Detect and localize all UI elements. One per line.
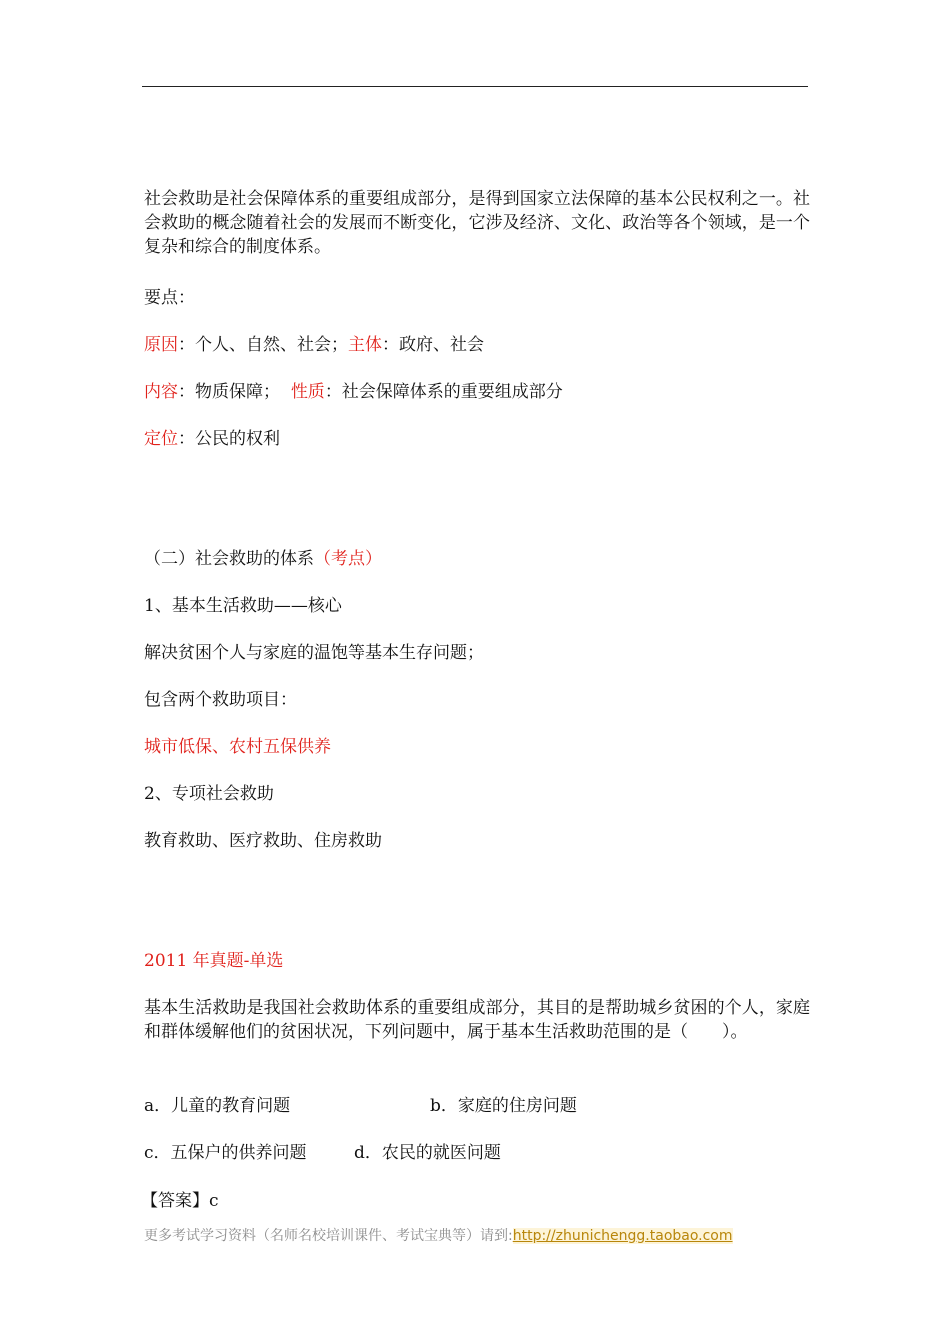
footer-link[interactable]: http://zhunichengg.taobao.com xyxy=(512,1228,733,1244)
label-reason: 原因 xyxy=(144,335,178,355)
label-position: 定位 xyxy=(144,429,178,449)
section2-heading xyxy=(144,547,382,571)
footer-text: 更多考试学习资料（名师名校培训课件、考试宝典等）请到: xyxy=(144,1228,513,1244)
point-row-2 xyxy=(144,380,563,404)
option-d: d．农民的就医问题 xyxy=(354,1143,501,1163)
item1-title: 1、基本生活救助——核心 xyxy=(144,596,342,616)
intro-paragraph: 社会救助是社会保障体系的重要组成部分，是得到国家立法保障的基本公民权利之一。社会救助的概念随着社会的发展而不断变化，它涉及经济、文化、政治等各个领域，是一个复杂和综合的制度体系。 xyxy=(144,189,810,257)
answer: 【答案】c xyxy=(141,1191,219,1211)
item1-includes: 包含两个救助项目： xyxy=(144,690,297,710)
item1-projects: 城市低保、农村五保供养 xyxy=(144,737,331,757)
section2-heading-tag: （考点） xyxy=(314,549,382,569)
label-nature: 性质 xyxy=(290,382,325,402)
option-a: a．儿童的教育问题 xyxy=(144,1096,291,1116)
text-content: ：物质保障； xyxy=(178,382,291,402)
exam-question: 基本生活救助是我国社会救助体系的重要组成部分，其目的是帮助城乡贫困的个人，家庭和群体缓解他们的贫困状况，下列问题中，属于基本生活救助范围的是（ ）。 xyxy=(144,998,810,1042)
footer xyxy=(144,1226,733,1246)
section2-heading-text: （二）社会救助的体系 xyxy=(144,549,314,569)
item1-desc: 解决贫困个人与家庭的温饱等基本生存问题； xyxy=(144,643,484,663)
text-reason: ：个人、自然、社会； xyxy=(178,335,348,355)
header-rule xyxy=(142,86,808,87)
label-content: 内容 xyxy=(144,382,178,402)
label-subject: 主体 xyxy=(348,335,382,355)
text-subject: ：政府、社会 xyxy=(382,335,484,355)
option-c: c．五保户的供养问题 xyxy=(144,1143,307,1163)
point-row-3 xyxy=(144,427,280,451)
item2-title: 2、专项社会救助 xyxy=(144,784,274,804)
point-row-1 xyxy=(144,333,484,357)
option-b: b．家庭的住房问题 xyxy=(430,1096,577,1116)
exam-title: 2011 年真题-单选 xyxy=(144,951,284,971)
text-nature: ：社会保障体系的重要组成部分 xyxy=(324,382,563,402)
item2-desc: 教育救助、医疗救助、住房救助 xyxy=(144,831,382,851)
points-heading: 要点： xyxy=(144,288,195,308)
text-position: ：公民的权利 xyxy=(178,429,280,449)
